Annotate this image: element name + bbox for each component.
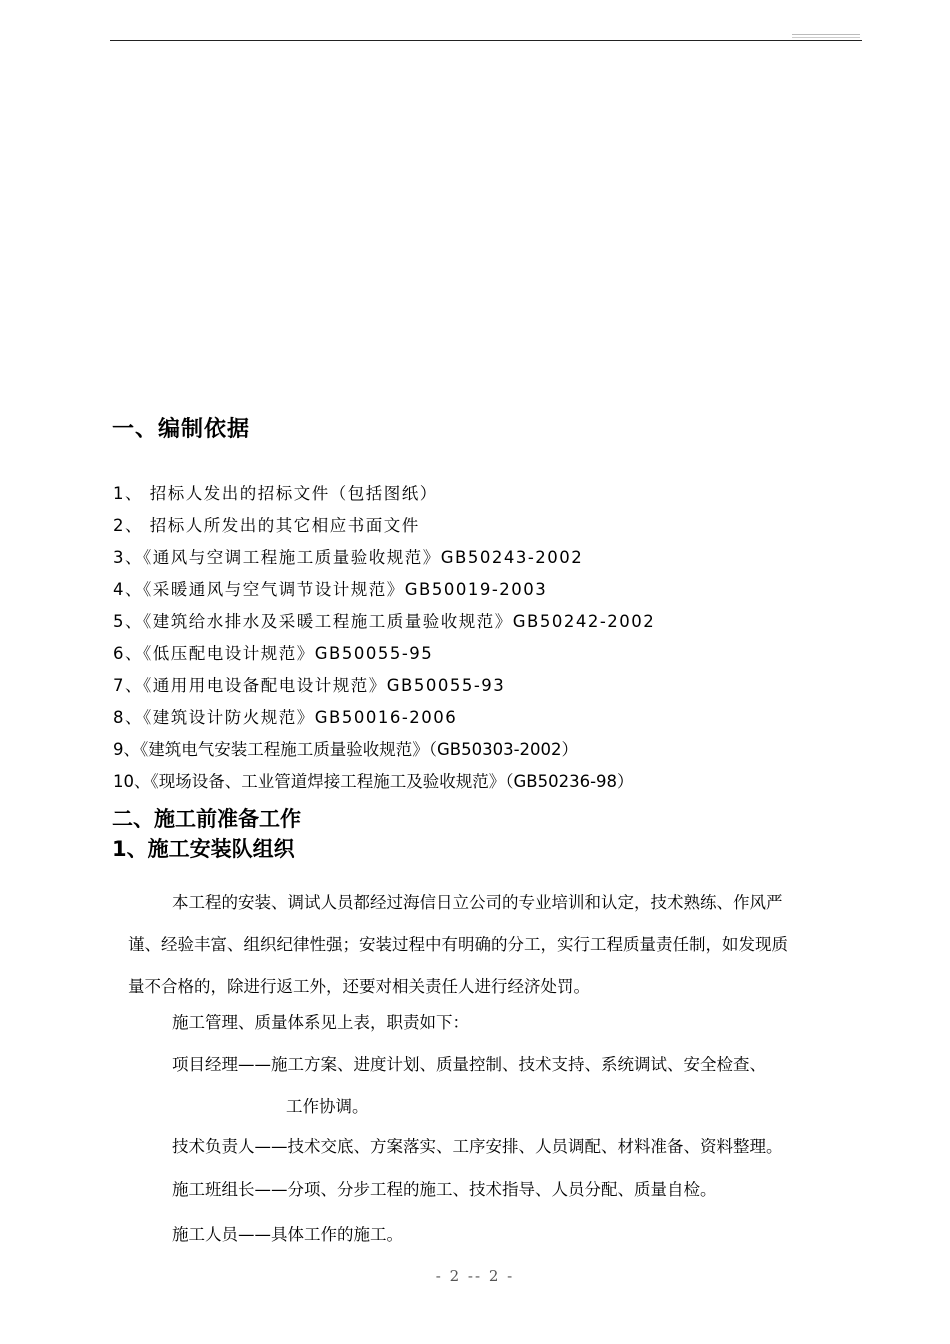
section-heading-preparation: 二、施工前准备工作 — [112, 807, 301, 831]
team-paragraph — [128, 882, 898, 1008]
role-project-manager-cont: 工作协调。 — [286, 1097, 369, 1116]
subsection-heading-team: 1、施工安装队组织 — [112, 837, 295, 861]
reference-list — [113, 481, 655, 801]
list-item: 9、《建筑电气安装工程施工质量验收规范》（GB50303-2002） — [113, 740, 579, 759]
list-item: 10、《现场设备、工业管道焊接工程施工及验收规范》（GB50236-98） — [113, 772, 634, 791]
role-project-manager: 项目经理——施工方案、进度计划、质量控制、技术支持、系统调试、安全检查、 — [172, 1055, 766, 1074]
paragraph-line: 谨、经验丰富、组织纪律性强；安装过程中有明确的分工，实行工程质量责任制，如发现质 — [128, 935, 788, 954]
role-team-leader: 施工班组长——分项、分步工程的施工、技术指导、人员分配、质量自检。 — [172, 1180, 717, 1199]
responsibility-intro: 施工管理、质量体系见上表，职责如下： — [172, 1013, 469, 1032]
list-item: 2、 招标人所发出的其它相应书面文件 — [113, 516, 420, 535]
header-mark — [792, 37, 860, 38]
list-item: 6、《低压配电设计规范》GB50055-95 — [113, 644, 434, 663]
section-heading-basis: 一、编制依据 — [112, 417, 251, 442]
list-item: 1、 招标人发出的招标文件（包括图纸） — [113, 484, 438, 503]
role-workers: 施工人员——具体工作的施工。 — [172, 1225, 403, 1244]
list-item: 5、《建筑给水排水及采暖工程施工质量验收规范》GB50242-2002 — [113, 612, 656, 631]
header-mark — [792, 34, 860, 35]
list-item: 7、《通用用电设备配电设计规范》GB50055-93 — [113, 676, 506, 695]
list-item: 3、《通风与空调工程施工质量验收规范》GB50243-2002 — [113, 548, 584, 567]
list-item: 8、《建筑设计防火规范》GB50016-2006 — [113, 708, 458, 727]
header-rule — [110, 40, 862, 41]
paragraph-line: 本工程的安装、调试人员都经过海信日立公司的专业培训和认定，技术熟练、作风严 — [172, 893, 783, 912]
page-number: - 2 -- 2 - — [435, 1267, 515, 1285]
list-item: 4、《采暖通风与空气调节设计规范》GB50019-2003 — [113, 580, 548, 599]
role-technical-lead: 技术负责人——技术交底、方案落实、工序安排、人员调配、材料准备、资料整理。 — [172, 1137, 783, 1156]
paragraph-line: 量不合格的，除进行返工外，还要对相关责任人进行经济处罚。 — [128, 977, 590, 996]
